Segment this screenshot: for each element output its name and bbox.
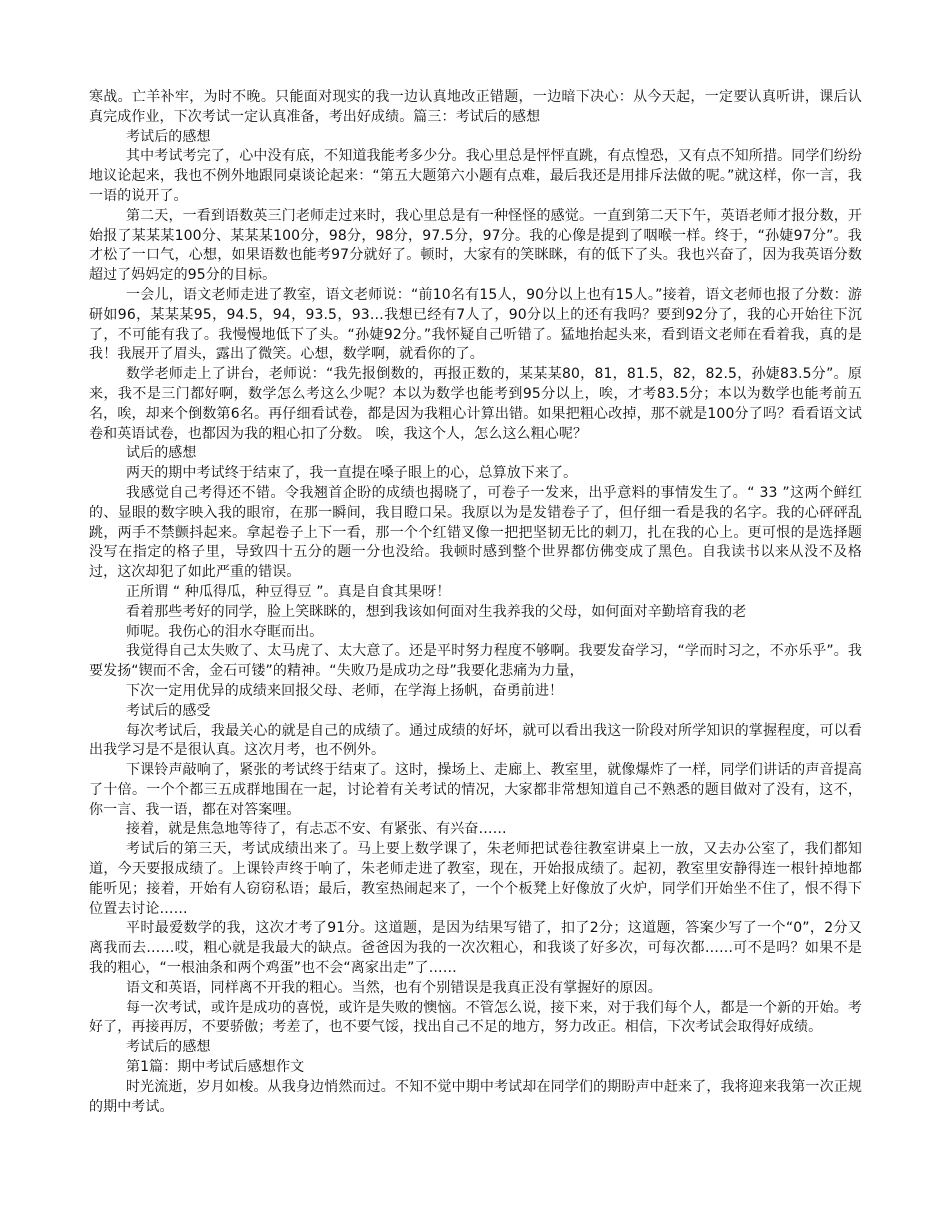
paragraph: 我感觉自己考得还不错。令我翘首企盼的成绩也揭晓了，可卷子一发来，出乎意料的事情发生了。“ 33 ”这两个鲜红的、显眼的数字映入我的眼帘，在那一瞬间，我目瞪口呆。我原以为是发错卷子了，但仔细一看是我的名字。我的心砰砰乱跳，两手不禁颤抖起来。拿起卷子上下一看，那一个个红错叉像一把把坚韧无比的刺刀，扎在我的心上。更可恨的是选择题没写在指定的格子里，导致四十五分的题一分也没给。我顿时感到整个世界都仿佛变成了黑色。自我读书以来从没不及格过，这次却犯了如此严重的错误。 <box>89 484 862 581</box>
paragraph: 每一次考试，或许是成功的喜悦，或许是失败的懊恼。不管怎么说，接下来，对于我们每个人，都是一个新的开始。考好了，再接再厉，不要骄傲；考差了，也不要气馁，找出自己不足的地方，努力改正。相信，下次考试会取得好成绩。 <box>89 999 862 1036</box>
paragraph: 语文和英语，同样离不开我的粗心。当然，也有个别错误是我真正没有掌握好的原因。 <box>126 979 662 996</box>
paragraph: 下次一定用优异的成绩来回报父母、老师，在学海上扬帆，奋勇前进！ <box>126 682 564 699</box>
paragraph: 时光流逝，岁月如梭。从我身边悄然而过。不知不觉中期中考试却在同学们的期盼声中赶来了，我将迎来我第一次正规的期中考试。 <box>89 1078 862 1115</box>
paragraph: 数学老师走上了讲台，老师说：“我先报倒数的，再报正数的，某某某80，81，81.5，82，82.5，孙婕83.5分”。原来，我不是三门都好啊，数学怎么考这么少呢？本以为数学也能考到95分以上，唉，才考83.5分；本以为数学也能考前五名，唉，却来个倒数第6名。再仔细看试卷，都是因为我粗心计算出错。如果把粗心改掉，那不就是100分了吗？看看语文试卷和英语试卷，也都因为我的粗心扣了分数。 唉，我这个人，怎么这么粗心呢？ <box>89 366 862 442</box>
paragraph: 寒战。亡羊补牢，为时不晚。只能面对现实的我一边认真地改正错题，一边暗下决心：从今天起，一定要认真听讲，课后认真完成作业，下次考试一定认真准备，考出好成绩。篇三：考试后的感想 <box>89 89 862 125</box>
paragraph: 一会儿，语文老师走进了教室，语文老师说：“前10名有15人，90分以上也有15人。”接着，语文老师也报了分数：游研如96，某某某95，94.5，94，93.5，93…我想已经有7人了，90分以上的还有我吗？要到92分了，我的心开始往下沉了，不可能有我了。我慢慢地低下了头。“孙婕92分。”我怀疑自己听错了。猛地抬起头来，看到语文老师在看着我，真的是我！我展开了眉头，露出了微笑。心想，数学啊，就看你的了。 <box>89 286 862 363</box>
section-heading: 考试后的感想 <box>126 1039 211 1056</box>
paragraph: 其中考试考完了，心中没有底，不知道我能考多少分。我心里总是怦怦直跳，有点惶恐，又有点不知所措。同学们纷纷地议论起来，我也不例外地跟同桌谈论起来：“第五大题第六小题有点难，最后我还是用排斥法做的呢。”就这样，你一言，我一语的说开了。 <box>89 148 862 204</box>
paragraph: 平时最爱数学的我，这次才考了91分。这道题，是因为结果写错了，扣了2分；这道题，答案少写了一个“0”，2分又离我而去……哎，粗心就是我最大的缺点。爸爸因为我的一次次粗心，和我谈了好多次，可每次都……可不是吗？如果不是我的粗心，“一根油条和两个鸡蛋”也不会“离家出走”了…… <box>89 920 862 977</box>
section-heading: 考试后的感想 <box>126 128 211 145</box>
paragraph: 考试后的第三天，考试成绩出来了。马上要上数学课了，朱老师把试卷往教室讲桌上一放，又去办公室了，我们都知道，今天要报成绩了。上课铃声终于响了，朱老师走进了教室，现在，开始报成绩了。起初，教室里安静得连一根针掉地都能听见；接着，开始有人窃窃私语；最后，教室热闹起来了，一个个板凳上好像放了火炉，同学们开始坐不住了，恨不得下位置去讨论…… <box>89 841 862 917</box>
paragraph: 下课铃声敲响了，紧张的考试终于结束了。这时，操场上、走廊上、教室里，就像爆炸了一样，同学们讲话的声音提高了十倍。一个个都三五成群地围在一起，讨论着有关考试的情况，大家都非常想知道自己不熟悉的题目做对了没有，这不，你一言、我一语，都在对答案哩。 <box>89 762 862 818</box>
paragraph: 看着那些考好的同学，脸上笑眯眯的，想到我该如何面对生我养我的父母，如何面对辛勤培育我的老 <box>126 603 747 620</box>
paragraph: 我觉得自己太失败了、太马虎了、太大意了。还是平时努力程度不够啊。我要发奋学习，“学而时习之，不亦乐乎”。我要发扬“锲而不舍，金石可镂”的精神。“失败乃是成功之母”我要化悲痛为力量， <box>89 643 862 680</box>
paragraph: 接着，就是焦急地等待了，有忐忑不安、有紧张、有兴奋…… <box>126 821 507 838</box>
paragraph: 第二天，一看到语数英三门老师走过来时，我心里总是有一种怪怪的感觉。一直到第二天下午，英语老师才报分数，开始报了某某某100分、某某某100分，98分，98分，97.5分，97分。我的心像是提到了咽喉一样。终于，“孙婕97分”。我才松了一口气，心想，如果语数也能考97分就好了。顿时，大家有的笑眯眯，有的低下了头。我也兴奋了，因为我英语分数超过了妈妈定的95分的目标。 <box>89 207 862 284</box>
section-heading: 考试后的感受 <box>126 702 211 719</box>
section-heading: 试后的感想 <box>126 445 197 462</box>
paragraph: 两天的期中考试终于结束了，我一直提在嗓子眼上的心，总算放下来了。 <box>126 465 578 482</box>
paragraph: 师呢。我伤心的泪水夺眶而出。 <box>126 623 324 640</box>
paragraph: 每次考试后，我最关心的就是自己的成绩了。通过成绩的好坏，就可以看出我这一阶段对所学知识的掌握程度，可以看出我学习是不是很认真。这次月考，也不例外。 <box>89 722 862 759</box>
paragraph: 第1篇：期中考试后感想作文 <box>126 1059 305 1076</box>
paragraph: 正所谓 “ 种瓜得瓜，种豆得豆 ”。真是自食其果呀！ <box>126 583 451 600</box>
